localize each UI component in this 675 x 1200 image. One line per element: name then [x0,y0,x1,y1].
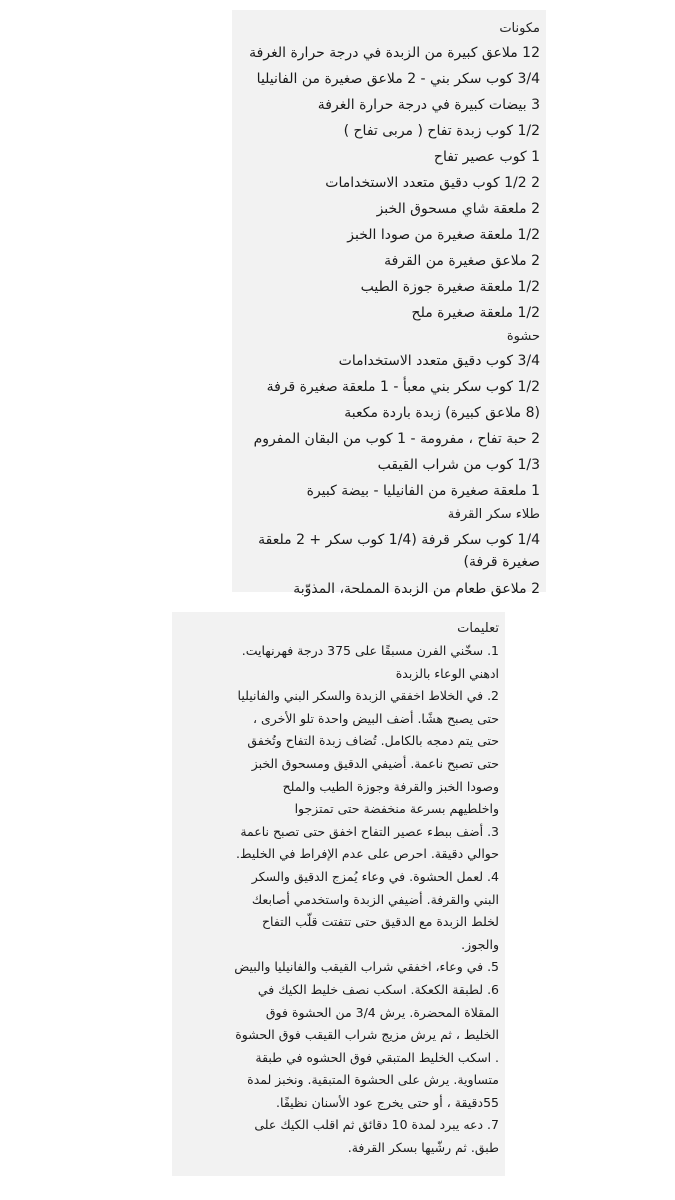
ingredient-item: 1/2 كوب زبدة تفاح ( مربى تفاح ) [343,123,540,139]
instruction-line: 3. أضف ببطء عصير التفاح اخفق حتى تصبح ناعمة [240,823,499,839]
instructions-heading: تعليمات [457,621,499,636]
instruction-line: حوالي دقيقة. احرص على عدم الإفراط في الخليط. [236,846,499,862]
instruction-line: 7. دعه يبرد لمدة 10 دقائق ثم اقلب الكيك على [254,1117,499,1133]
ingredient-item: 2 ملاعق صغيرة من القرفة [384,253,540,269]
instruction-line: طبق. ثم رشّيها بسكر القرفة. [347,1140,499,1156]
ingredient-item: 1/2 ملعقة صغيرة ملح [411,305,540,321]
instruction-line: 1. سخّني الفرن مسبقًا على 375 درجة فهرنهايت. [241,643,499,658]
filling-item: 3/4 كوب دقيق متعدد الاستخدامات [338,353,540,369]
filling-item: 1/2 كوب سكر بني معبأ - 1 ملعقة صغيرة قرفة [266,379,540,395]
topping-item: 2 ملاعق طعام من الزبدة المملحة، المذوّبة [293,581,540,597]
instruction-line: 2. في الخلاط اخفقي الزبدة والسكر البني والفانيليا [237,688,499,704]
ingredient-item: 3 بيضات كبيرة في درجة حرارة الغرفة [317,97,540,113]
topping-heading: طلاء سكر القرفة [447,507,540,522]
ingredient-item: 1 كوب عصير تفاح [433,149,540,165]
instruction-line: حتى يصبح هشًا. أضف البيض واحدة تلو الأخرى ، [252,710,499,726]
instruction-line: 55دقيقة ، أو حتى يخرج عود الأسنان نظيفًا. [276,1094,499,1110]
instruction-line: . اسكب الخليط المتبقي فوق الحشوه في طبقة [255,1049,499,1065]
ingredient-item: 12 ملاعق كبيرة من الزبدة في درجة حرارة الغرفة [249,45,540,61]
instruction-line: الخليط ، ثم يرش مزيج شراب القيقب فوق الحشوة [235,1027,499,1043]
ingredient-item: 2 1/2 كوب دقيق متعدد الاستخدامات [325,175,540,191]
ingredient-item: 1/2 ملعقة صغيرة جوزة الطيب [360,279,540,295]
instruction-line: والجوز. [461,936,499,952]
instruction-line: 6. لطبقة الكعكة. اسكب نصف خليط الكيك في [257,981,499,997]
filling-item: (8 ملاعق كبيرة) زبدة باردة مكعبة [344,405,540,421]
instruction-line: حتى يتم دمجه بالكامل. تُضاف زبدة التفاح وتُخفق [247,733,499,749]
instruction-line: لخلط الزبدة مع الدقيق حتى تتفتت قلّب التفاح [261,914,499,930]
filling-item: 1 ملعقة صغيرة من الفانيليا - بيضة كبيرة [306,483,540,499]
filling-heading: حشوة [506,329,540,344]
ingredients-heading: مكونات [499,21,540,36]
ingredient-item: 2 ملعقة شاي مسحوق الخبز [376,201,540,217]
instruction-line: المقلاة المحضرة. يرش 3/4 من الحشوة فوق [265,1004,499,1020]
instruction-line: 5. في وعاء، اخفقي شراب القيقب والفانيليا والبيض [234,959,499,975]
instructions-card [172,612,505,1176]
filling-item: 2 حبة تفاح ، مفرومة - 1 كوب من البقان المفروم [253,431,540,447]
instruction-line: 4. لعمل الحشوة. في وعاء يُمزج الدقيق والسكر [251,868,499,884]
ingredient-item: 1/2 ملعقة صغيرة من صودا الخبز [347,227,540,243]
instruction-line: وصودا الخبز والقرفة وجوزة الطيب والملح [282,778,499,794]
topping-item: 1/4 كوب سكر قرفة (1/4 كوب سكر + 2 ملعقة صغيرة قرفة) [258,532,540,570]
instruction-line: واخلطيهم بسرعة منخفضة حتى تمتزجوا [294,801,499,817]
instruction-line: حتى تصبح ناعمة. أضيفي الدقيق ومسحوق الخبز [251,755,499,771]
ingredients-card [232,10,546,597]
filling-item: 1/3 كوب من شراب القيقب [377,457,540,473]
instruction-line: البني والقرفة. أضيفي الزبدة واستخدمي أصابعك [251,891,499,907]
ingredient-item: 3/4 كوب سكر بني - 2 ملاعق صغيرة من الفانيليا [256,71,540,87]
instruction-line: متساوية. يرش على الحشوة المتبقية. ونخبز لمدة [247,1072,499,1088]
instruction-line: ادهني الوعاء بالزبدة [395,665,499,681]
